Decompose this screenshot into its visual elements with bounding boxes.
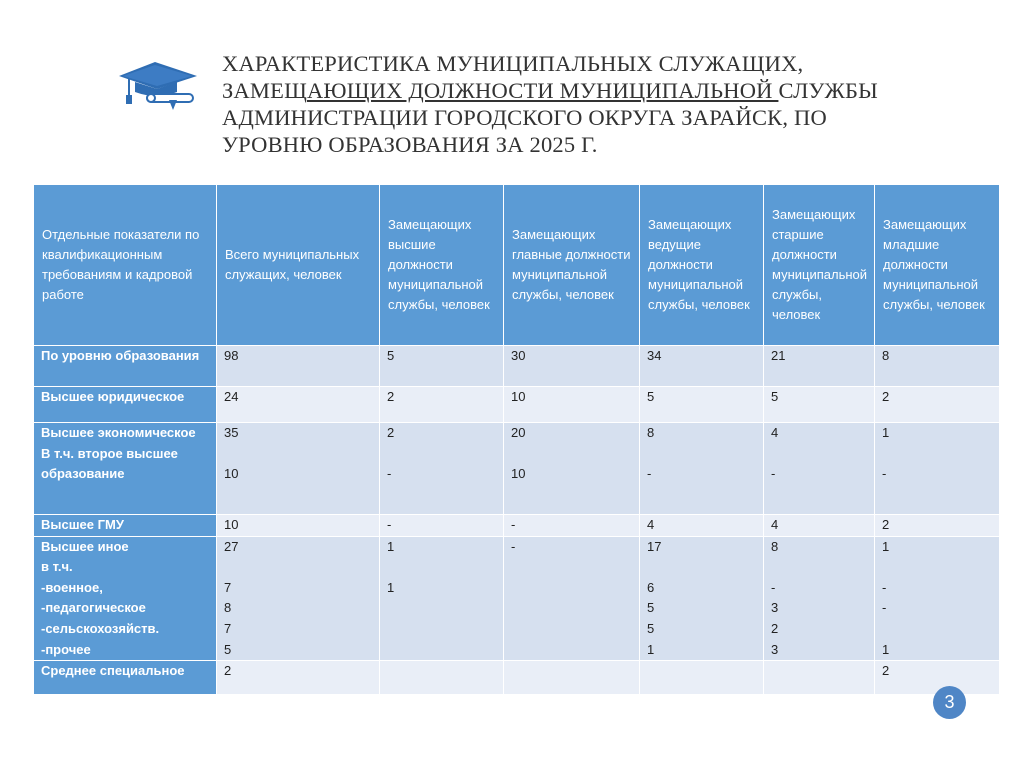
table-cell: 4	[640, 515, 764, 537]
title-line-1: ХАРАКТЕРИСТИКА МУНИЦИПАЛЬНЫХ СЛУЖАЩИХ,	[222, 51, 804, 76]
row-label: Высшее иное в т.ч. -военное, -педагогическое -сельскохозяйств. -прочее	[34, 536, 217, 661]
page-title	[222, 50, 1002, 158]
row-label: Высшее юридическое	[34, 387, 217, 423]
table-cell: 2	[875, 661, 1000, 695]
table-cell: 2	[875, 387, 1000, 423]
table-cell: 27 7 8 7 5	[217, 536, 380, 661]
row-label: Высшее экономическое В т.ч. второе высшее образование	[34, 423, 217, 515]
table-row	[34, 423, 1000, 515]
table-cell: 2	[217, 661, 380, 695]
table-cell: -	[504, 536, 640, 661]
row-label: По уровню образования	[34, 346, 217, 387]
header-junior-positions: Замещающих младшие должности муниципальной службы, человек	[875, 185, 1000, 346]
row-label: Среднее специальное	[34, 661, 217, 695]
table-cell: 21	[764, 346, 875, 387]
header-highest-positions: Замещающих высшие должности муниципальной службы, человек	[380, 185, 504, 346]
table-cell: 4 -	[764, 423, 875, 515]
education-table	[33, 184, 1000, 695]
table-cell: 1 -	[875, 423, 1000, 515]
table-cell: 24	[217, 387, 380, 423]
table-cell: 17 6 5 5 1	[640, 536, 764, 661]
table-header-row	[34, 185, 1000, 346]
header-senior-positions: Замещающих старшие должности муниципальной службы, человек	[764, 185, 875, 346]
table-cell: 8 -	[640, 423, 764, 515]
table-cell: 10	[217, 515, 380, 537]
table-cell: 30	[504, 346, 640, 387]
table-cell: 4	[764, 515, 875, 537]
title-line-2: ЗАМЕЩАЮЩИХ ДОЛЖНОСТИ МУНИЦИПАЛЬНОЙ СЛУЖБЫ	[222, 78, 878, 103]
table-cell: 5	[380, 346, 504, 387]
table-cell: 20 10	[504, 423, 640, 515]
table-cell: 35 10	[217, 423, 380, 515]
table-cell: 34	[640, 346, 764, 387]
table-cell: 8	[875, 346, 1000, 387]
table-cell: 8 - 3 2 3	[764, 536, 875, 661]
title-line-4: УРОВНЮ ОБРАЗОВАНИЯ ЗА 2025 Г.	[222, 132, 598, 157]
table-cell: 5	[640, 387, 764, 423]
table-cell	[640, 661, 764, 695]
table-row	[34, 536, 1000, 661]
table-cell: 2	[380, 387, 504, 423]
table-cell: 10	[504, 387, 640, 423]
header-total: Всего муниципальных служащих, человек	[217, 185, 380, 346]
table-row	[34, 387, 1000, 423]
table-row	[34, 661, 1000, 695]
title-line-3: АДМИНИСТРАЦИИ ГОРОДСКОГО ОКРУГА ЗАРАЙСК, ПО	[222, 105, 827, 130]
table-cell: 5	[764, 387, 875, 423]
table-cell	[380, 661, 504, 695]
table-cell: 1 1	[380, 536, 504, 661]
page-number-badge: 3	[933, 686, 966, 719]
table-cell: 1 - - 1	[875, 536, 1000, 661]
table-cell: 2 -	[380, 423, 504, 515]
row-label: Высшее ГМУ	[34, 515, 217, 537]
table-cell: 98	[217, 346, 380, 387]
table-row	[34, 346, 1000, 387]
table-cell	[764, 661, 875, 695]
table-cell: 2	[875, 515, 1000, 537]
header-leading-positions: Замещающих ведущие должности муниципальной службы, человек	[640, 185, 764, 346]
table-cell	[504, 661, 640, 695]
table-cell: -	[504, 515, 640, 537]
header-indicators: Отдельные показатели по квалификационным требованиям и кадровой работе	[34, 185, 217, 346]
header-main-positions: Замещающих главные должности муниципальной службы, человек	[504, 185, 640, 346]
table-cell: -	[380, 515, 504, 537]
table-row	[34, 515, 1000, 537]
graduation-cap-diploma-icon	[117, 56, 201, 112]
